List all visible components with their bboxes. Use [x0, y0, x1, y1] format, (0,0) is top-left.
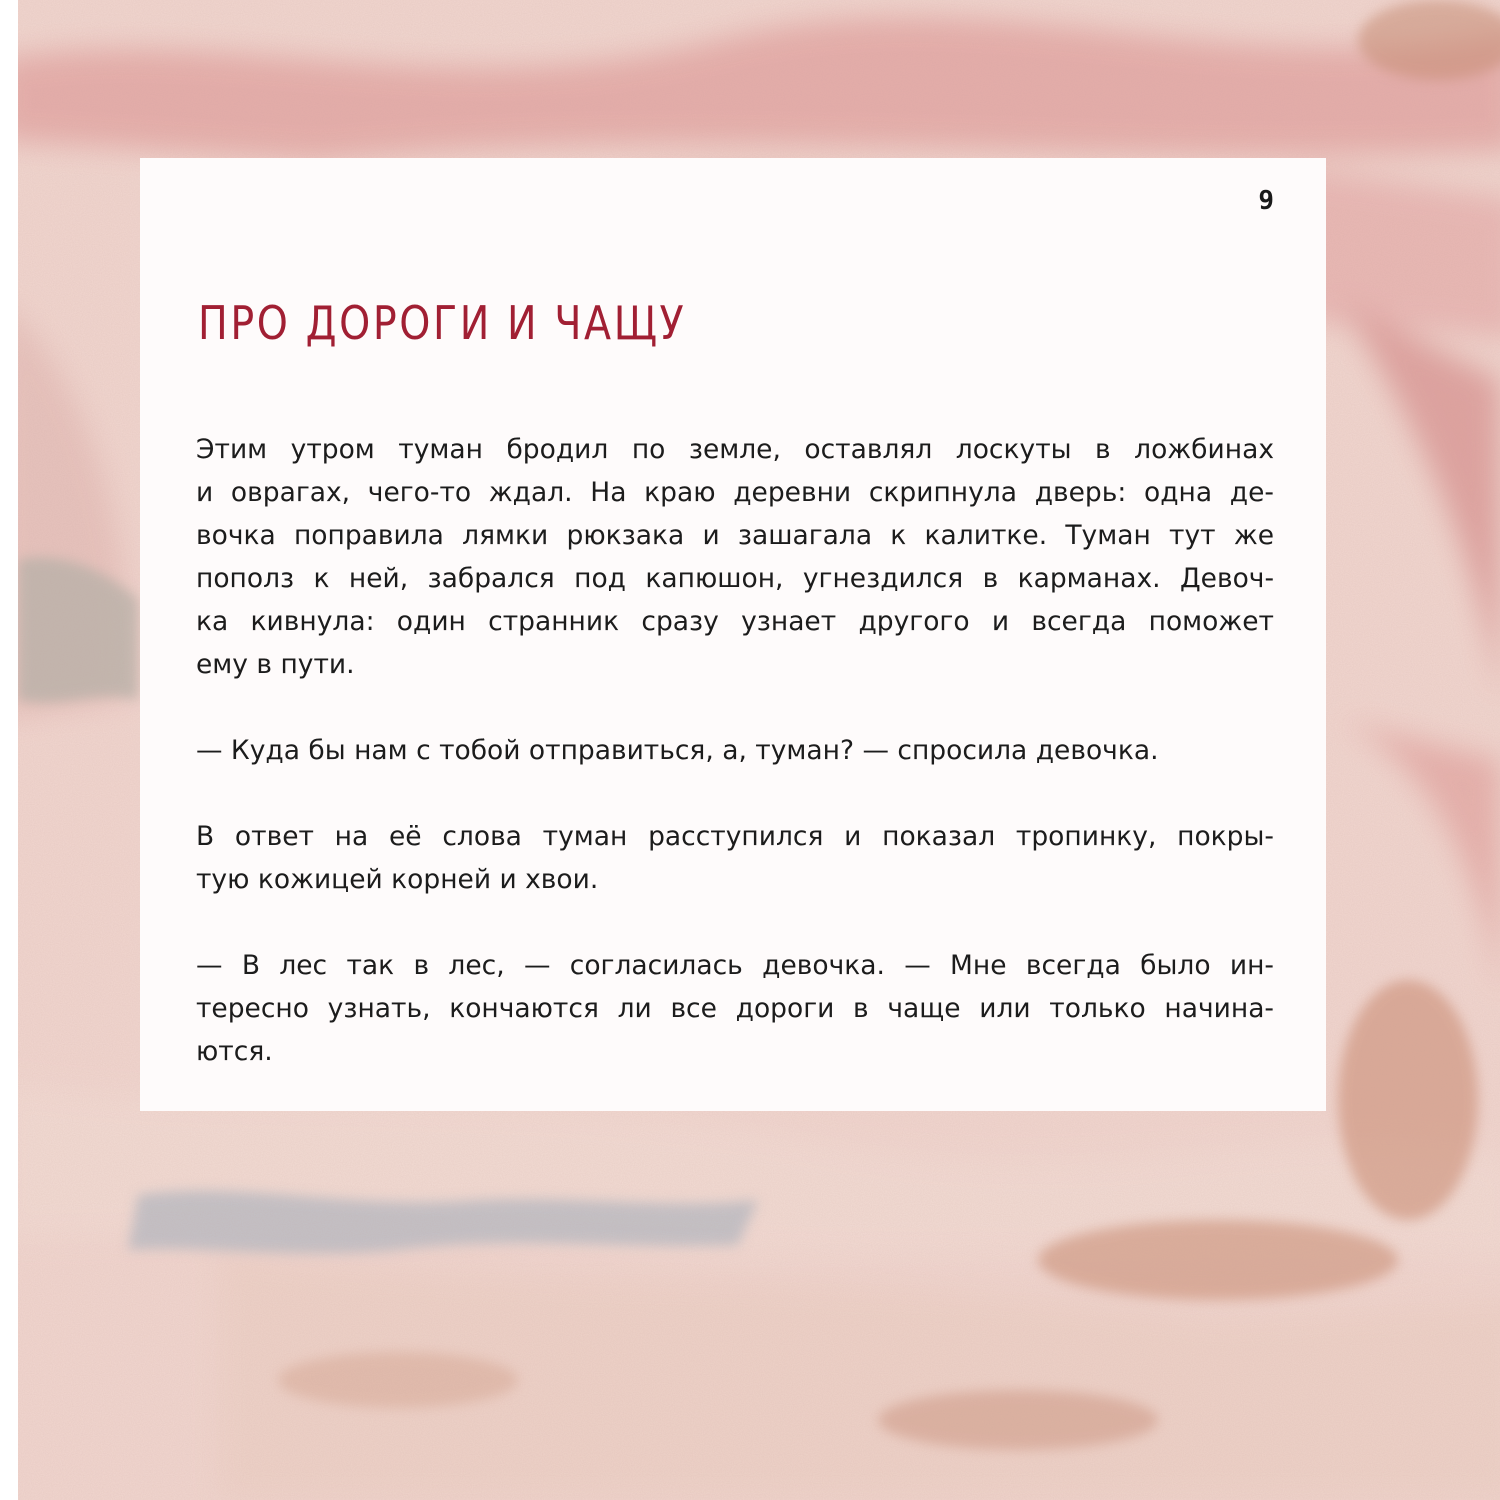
text-line: вочка поправила лямки рюкзака и зашагала к калитке. Туман тут же — [196, 520, 1274, 551]
story-text — [196, 428, 1274, 1116]
text-line: и оврагах, чего-то ждал. На краю деревни скрипнула дверь: одна де- — [196, 477, 1274, 508]
paragraph-question — [196, 729, 1274, 772]
paragraph-fog-and-girl — [196, 428, 1274, 686]
text-line: — Куда бы нам с тобой отправиться, а, туман? — спросила девочка. — [196, 735, 1159, 766]
text-line: тую кожицей корней и хвои. — [196, 864, 599, 895]
text-line: пополз к ней, забрался под капюшон, угнездился в карманах. Девоч- — [196, 563, 1274, 594]
text-panel — [140, 158, 1326, 1111]
paragraph-path — [196, 815, 1274, 901]
text-line: ются. — [196, 1036, 273, 1067]
paragraph-forest — [196, 944, 1274, 1073]
text-line: В ответ на её слова туман расступился и показал тропинку, покры- — [196, 821, 1274, 852]
text-line: — В лес так в лес, — согласилась девочка. — Мне всегда было ин- — [196, 950, 1274, 981]
text-line: ка кивнула: один странник сразу узнает другого и всегда поможет — [196, 606, 1274, 637]
text-line: тересно узнать, кончаются ли все дороги в чаще или только начина- — [196, 993, 1274, 1024]
page-number: 9 — [1258, 186, 1274, 216]
text-line: ему в пути. — [196, 649, 355, 680]
chapter-title: ПРО ДОРОГИ И ЧАЩУ — [198, 296, 687, 350]
page-gutter — [0, 0, 18, 1500]
text-line: Этим утром туман бродил по земле, оставлял лоскуты в ложбинах — [196, 434, 1274, 465]
